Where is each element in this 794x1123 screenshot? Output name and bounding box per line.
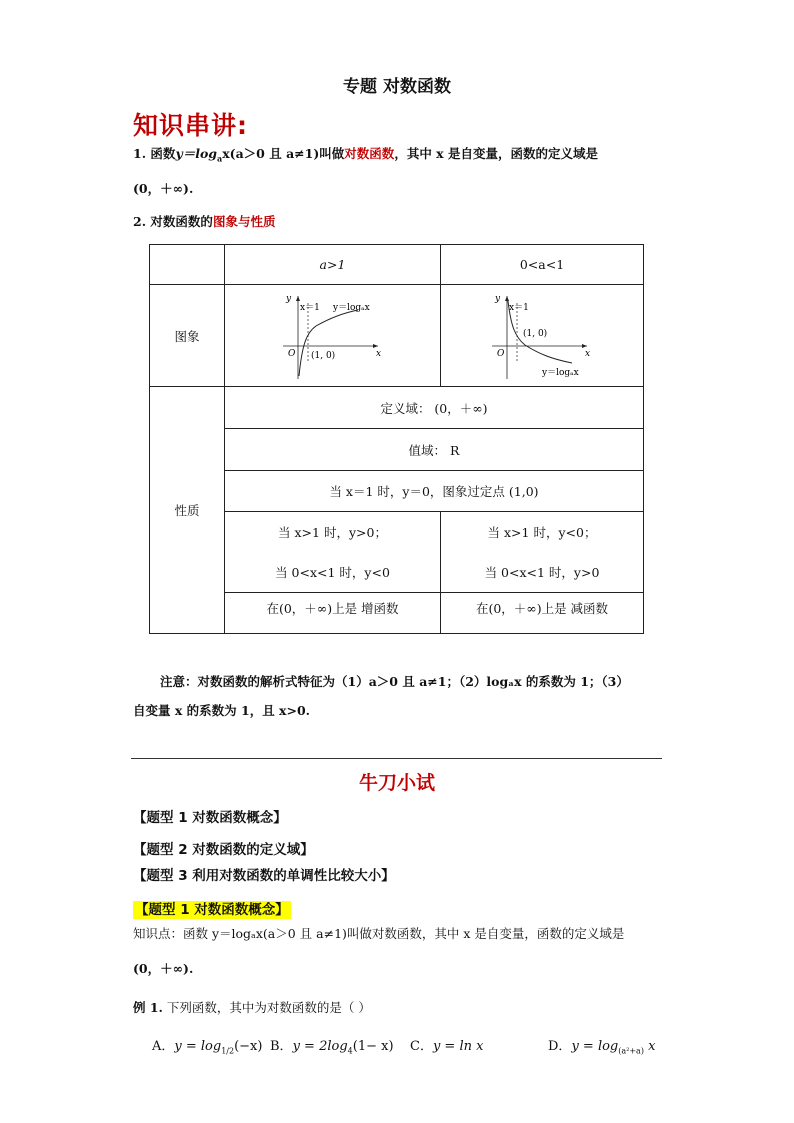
section-heading: 知识串讲:	[133, 111, 248, 140]
item-1-line	[133, 145, 598, 168]
header-a-gt-1	[224, 244, 441, 285]
practice-heading: 牛刀小试	[358, 772, 435, 794]
option-b-base: 4	[347, 1046, 353, 1056]
asymptote-label: x＝1	[509, 302, 529, 313]
option-d-arg: x	[648, 1039, 656, 1054]
table-corner-cell	[149, 244, 225, 285]
qtype-1: 【题型 1 对数函数概念】	[133, 810, 287, 826]
example-label: 例 1.	[133, 1000, 163, 1015]
option-c-expr: y = ln x	[432, 1039, 484, 1054]
option-a-arg: (−x)	[234, 1039, 263, 1054]
item-1-mid: 叫做	[319, 146, 345, 161]
prop-sign-decreasing	[440, 511, 644, 593]
graph-cell-increasing	[224, 284, 441, 387]
option-a-expr: y = log	[174, 1039, 222, 1054]
left-sign-2: 当 0<x<1 时，y<0	[275, 565, 390, 580]
item-1-formula: y＝log	[175, 146, 218, 161]
document-title: 专题 对数函数	[343, 77, 451, 97]
y-axis-arrow	[505, 296, 509, 301]
right-sign-2: 当 0<x<1 时，y>0	[484, 565, 600, 580]
point-label: (1, 0)	[523, 328, 548, 339]
decreasing-log-graph	[487, 291, 597, 381]
header-a-lt-1-text: 0<a<1	[519, 257, 565, 272]
left-sign-1: 当 x>1 时，y>0；	[278, 525, 387, 540]
qtype-1-highlight	[133, 898, 291, 918]
curve-label: y＝logₐx	[542, 367, 579, 378]
asymptote-label: x＝1	[299, 302, 320, 313]
point-label: (1, 0)	[310, 350, 335, 361]
row-props-label-text: 性质	[174, 503, 200, 518]
item-1-number: 1.	[133, 146, 147, 161]
option-d	[548, 1035, 655, 1056]
prop-domain	[224, 386, 644, 429]
option-c	[410, 1035, 483, 1054]
row-graph-label-text: 图象	[174, 328, 200, 344]
right-sign-1: 当 x>1 时，y<0；	[487, 525, 597, 540]
header-a-gt-1-text: a>1	[319, 257, 346, 272]
option-a	[152, 1035, 262, 1056]
right-mono-text: 在(0，＋∞)上是 减函数	[475, 601, 609, 616]
prop-domain-text: 定义域： (0，＋∞)	[380, 400, 488, 416]
note-line-1: 注意：对数函数的解析式特征为（1）a＞0 且 a≠1；（2）logₐx 的系数为 1；（3）	[160, 674, 629, 689]
y-label: y	[495, 293, 501, 304]
prop-mono-increasing	[224, 592, 441, 634]
x-axis-arrow	[582, 344, 587, 348]
property-table	[149, 244, 644, 634]
x-label: x	[375, 348, 381, 359]
item-1-post: ，其中 x 是自变量，函数的定义域是	[394, 146, 598, 161]
divider	[131, 758, 662, 759]
option-b-label: B．	[270, 1039, 293, 1054]
prop-fixed-point	[224, 470, 644, 512]
option-b	[270, 1035, 394, 1056]
qtype-1-highlight-text: 【题型 1 对数函数概念】	[135, 902, 289, 918]
option-b-arg: (1− x)	[352, 1039, 394, 1054]
item-1-term: 对数函数	[344, 146, 395, 161]
prop-range-text: 值域： R	[408, 442, 460, 458]
item-2-number: 2.	[133, 214, 147, 229]
prop-sign-increasing	[224, 511, 441, 593]
header-a-lt-1	[440, 244, 644, 285]
option-d-base: (a²+a)	[618, 1046, 644, 1056]
example-text: 下列函数，其中为对数函数的是（ ）	[166, 1000, 371, 1015]
option-b-expr: y = 2log	[292, 1039, 348, 1054]
x-label: x	[585, 348, 591, 359]
qtype-3: 【题型 3 利用对数函数的单调性比较大小】	[133, 868, 395, 884]
y-label: y	[285, 293, 291, 304]
x-axis-arrow	[373, 344, 378, 348]
item-2-line	[133, 213, 275, 231]
item-1-formula-tail: x(a＞0 且 a≠1)	[222, 146, 320, 161]
item-1-pre: 函数	[150, 146, 176, 161]
item-1-domain: (0，＋∞).	[133, 181, 194, 196]
y-axis-arrow	[296, 296, 300, 301]
origin-label: O	[287, 348, 295, 359]
option-a-label: A．	[152, 1039, 175, 1054]
prop-fixed-text: 当 x＝1 时，y＝0，图象过定点 (1,0)	[329, 484, 539, 499]
prop-mono-decreasing	[440, 592, 644, 634]
row-graph-label	[149, 284, 225, 387]
graph-cell-decreasing	[440, 284, 644, 387]
item-2-pre: 对数函数的	[150, 214, 213, 229]
increasing-log-graph	[278, 291, 388, 381]
knowledge-line-1: 知识点：函数 y＝logₐx(a＞0 且 a≠1)叫做对数函数，其中 x 是自变量，函数的定义域是	[133, 926, 625, 941]
prop-range	[224, 428, 644, 471]
option-d-expr: y = log	[571, 1039, 619, 1054]
origin-label: O	[497, 348, 505, 359]
option-d-label: D．	[548, 1039, 572, 1054]
curve-label: y＝logₐx	[332, 302, 370, 313]
row-props-label	[149, 386, 225, 634]
left-mono-text: 在(0，＋∞)上是 增函数	[266, 601, 399, 616]
item-1-formula-sub: a	[217, 153, 223, 164]
item-2-term: 图象与性质	[212, 214, 276, 229]
qtype-2: 【题型 2 对数函数的定义域】	[133, 842, 314, 858]
knowledge-line-2: (0，＋∞).	[133, 961, 194, 976]
option-a-base: 1/2	[221, 1046, 235, 1056]
example-1	[133, 999, 371, 1017]
note-line-2: 自变量 x 的系数为 1，且 x>0.	[133, 703, 311, 718]
option-c-label: C．	[410, 1039, 433, 1054]
